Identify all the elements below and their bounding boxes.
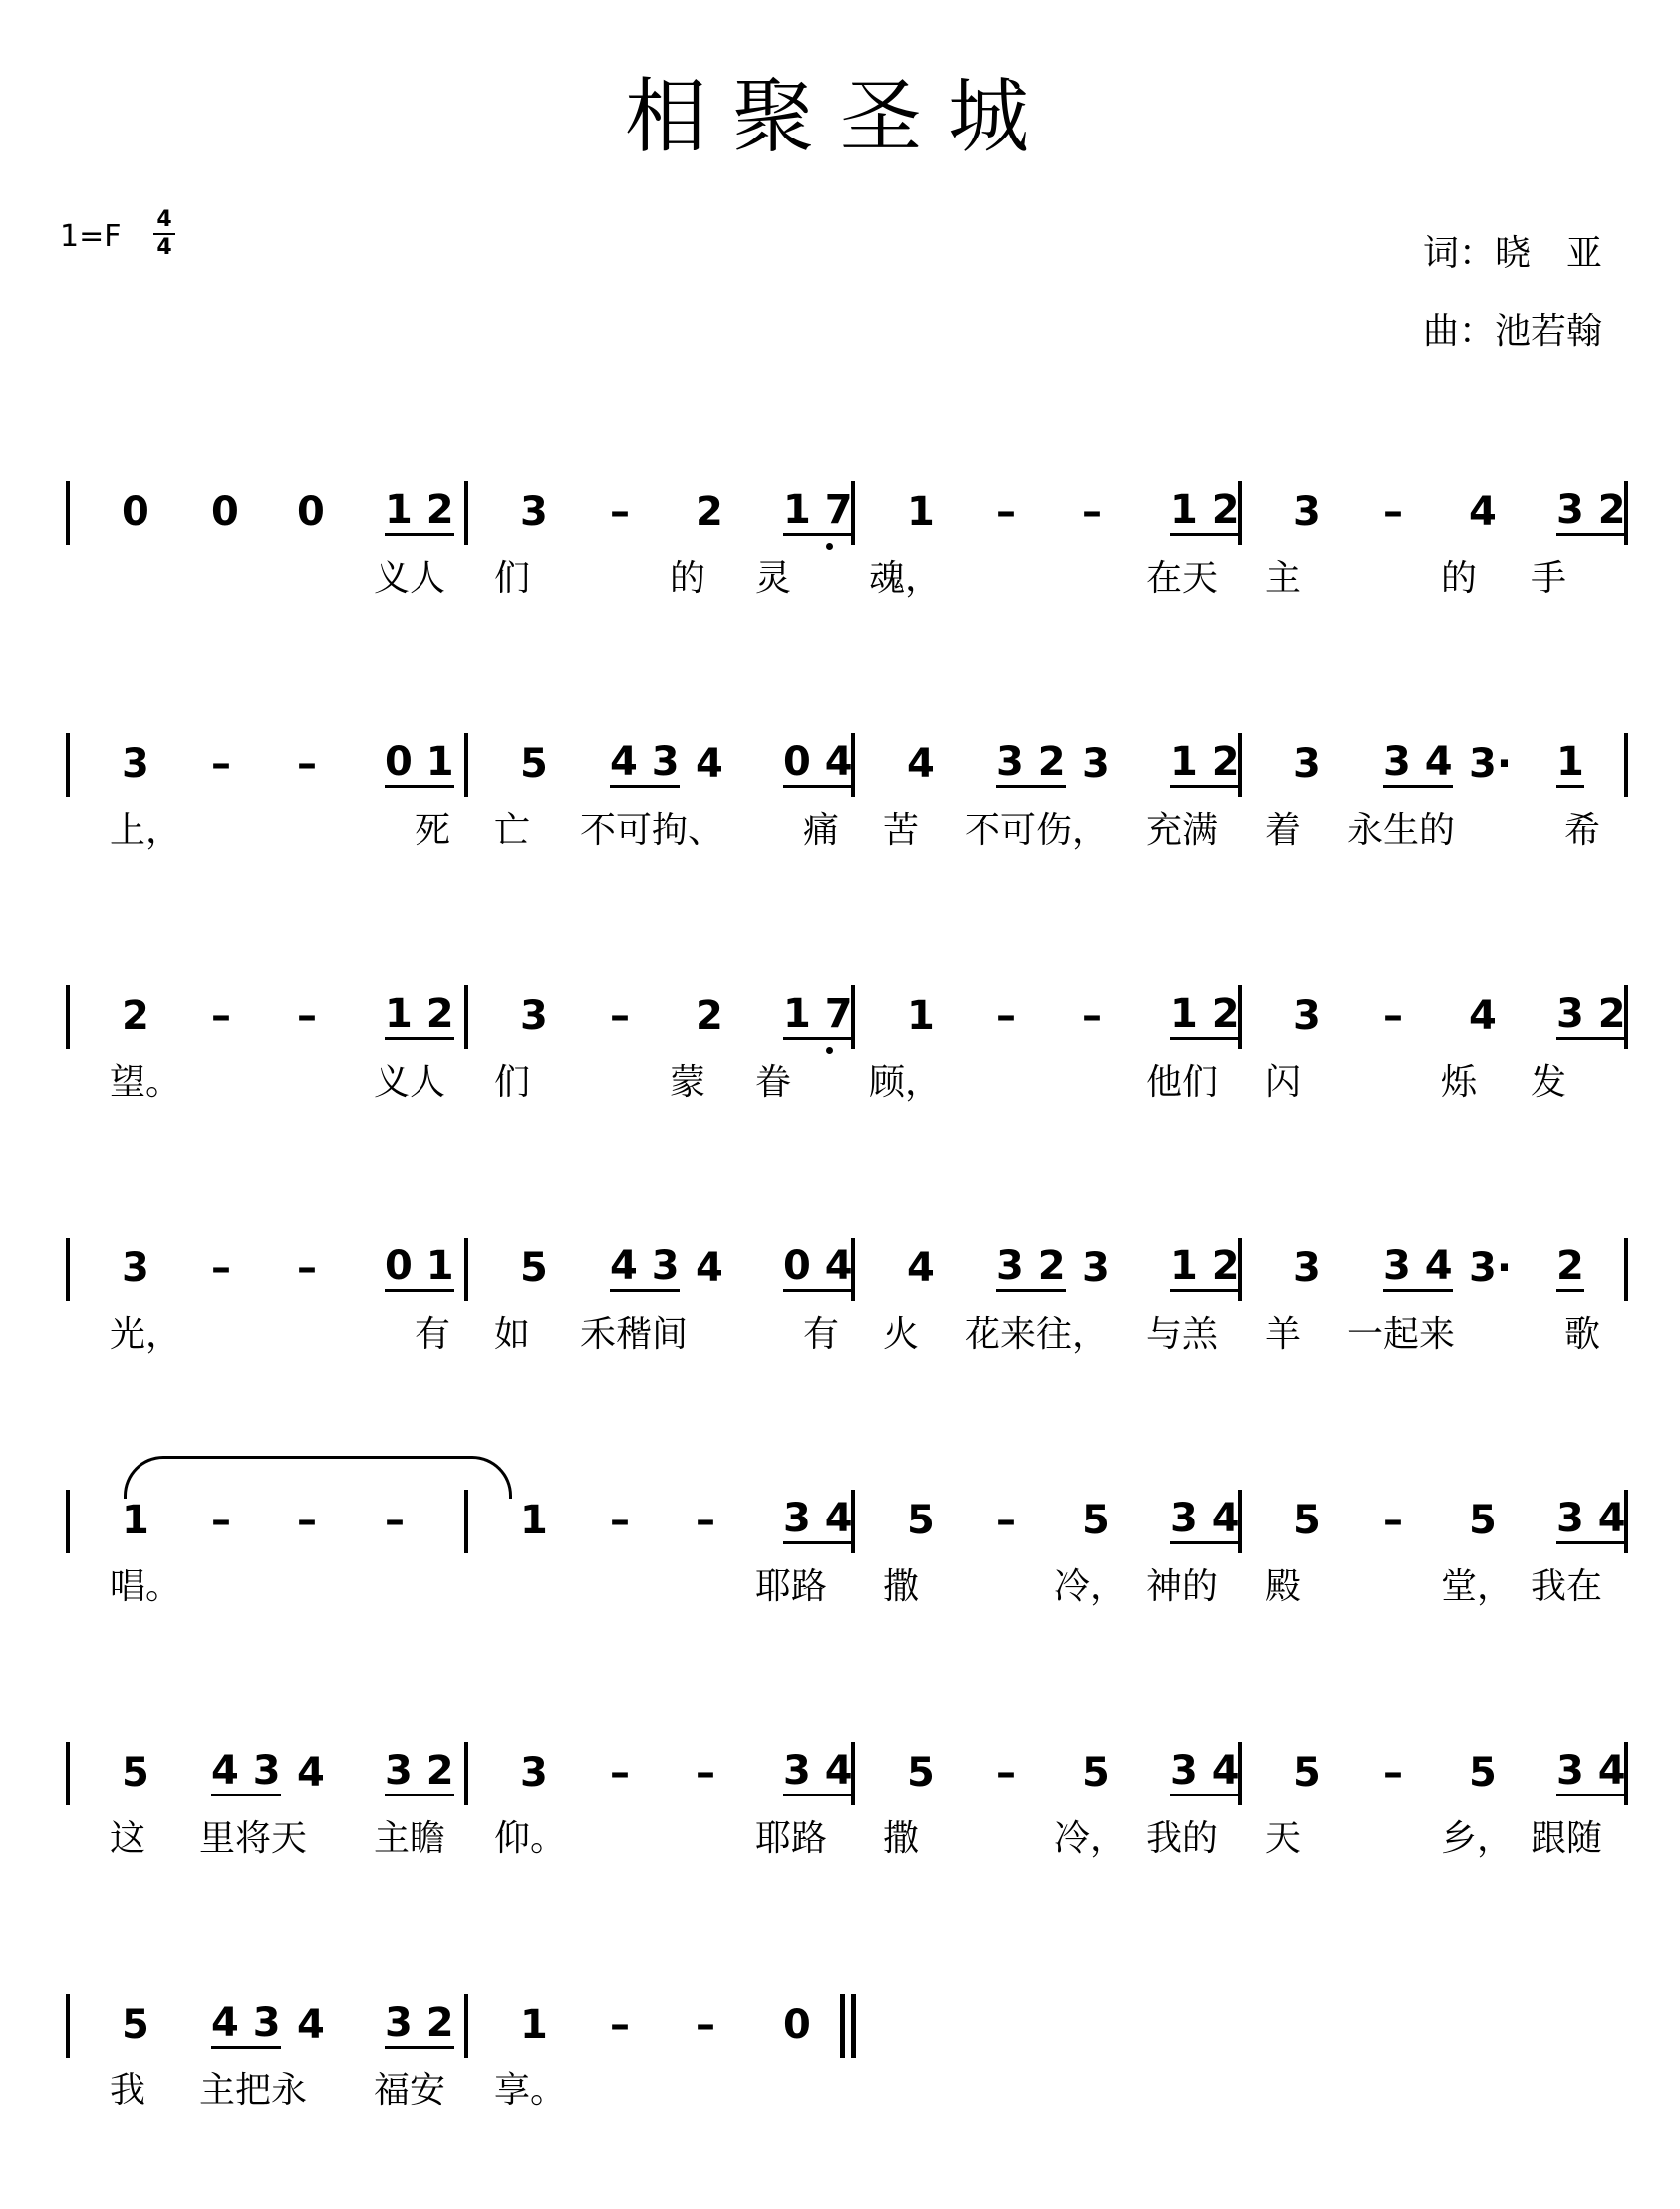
barline [66, 733, 70, 797]
note: 3· [1469, 1245, 1513, 1291]
lyric: 光， [110, 1314, 182, 1355]
lyric: 火 [883, 1314, 920, 1355]
lyric: 羊 [1265, 1314, 1302, 1355]
lyric: 充满 [1146, 810, 1219, 851]
note: 3 2 [1556, 487, 1626, 536]
note: 2 [122, 993, 149, 1039]
note: 4 3 [610, 1243, 680, 1292]
note: 3 4 [783, 1496, 853, 1544]
barline [66, 1490, 70, 1553]
note: 0 [783, 2002, 811, 2048]
lyric: 仰。 [494, 1818, 567, 1859]
lyric: 撒 [883, 1818, 920, 1859]
lyric: 发 [1531, 1062, 1567, 1103]
lyric: 希 [1564, 810, 1601, 851]
sustain-dash: – [610, 1498, 630, 1543]
barline [66, 1238, 70, 1301]
sustain-dash: – [297, 993, 317, 1039]
note: 3 [520, 489, 548, 535]
lyric: 这 [110, 1818, 146, 1859]
lyric: 不可拘、 [580, 810, 724, 851]
lyric: 们 [494, 558, 531, 599]
note: 4 [1469, 489, 1497, 535]
lyric: 着 [1265, 810, 1302, 851]
note: 3 4 [1556, 1496, 1626, 1544]
note: 5 [122, 1750, 149, 1795]
note: 0 1 [385, 739, 454, 788]
note: 3 2 [996, 1243, 1066, 1292]
note: 1 2 [1170, 991, 1240, 1040]
sustain-dash: – [996, 1498, 1016, 1543]
barline [464, 1238, 468, 1301]
note: 1 2 [385, 991, 454, 1040]
note: 4 [297, 1750, 325, 1795]
lyric: 我在 [1531, 1566, 1603, 1607]
lyric: 蒙 [670, 1062, 706, 1103]
barline [1624, 1238, 1628, 1301]
sustain-dash: – [996, 1750, 1016, 1795]
note: 0 [297, 489, 325, 535]
note: 0 [211, 489, 239, 535]
barline [464, 1994, 468, 2058]
lyric: 们 [494, 1062, 531, 1103]
note: 2 [696, 489, 723, 535]
note: 5 [1082, 1498, 1110, 1543]
lyric: 亡 [494, 810, 531, 851]
tie-arc [124, 1456, 512, 1499]
note: 3 [520, 1750, 548, 1795]
barline [464, 1742, 468, 1805]
lyric: 闪 [1265, 1062, 1302, 1103]
time-numerator: 4 [153, 207, 175, 235]
note: 3 [1082, 741, 1110, 787]
lyric: 撒 [883, 1566, 920, 1607]
barline [464, 733, 468, 797]
sustain-dash: – [1383, 1498, 1403, 1543]
note: 4 [696, 741, 723, 787]
note: 1 [520, 2002, 548, 2048]
note: 5 [1469, 1498, 1497, 1543]
barline [1624, 733, 1628, 797]
note: 3 [1293, 741, 1321, 787]
lyric: 痛 [803, 810, 840, 851]
note: 3 4 [1170, 1748, 1240, 1796]
lyric: 上， [110, 810, 182, 851]
lyric: 灵 [755, 558, 792, 599]
lyric: 如 [494, 1314, 531, 1355]
lyric: 义人 [374, 1062, 446, 1103]
final-barline [840, 1994, 845, 2058]
lyric: 里将天 [199, 1818, 308, 1859]
lyric: 一起来 [1347, 1314, 1456, 1355]
note: 2 [696, 993, 723, 1039]
sustain-dash: – [297, 1498, 317, 1543]
sustain-dash: – [996, 993, 1016, 1039]
note: 5 [1469, 1750, 1497, 1795]
sustain-dash: – [696, 1498, 715, 1543]
note: 3 2 [1556, 991, 1626, 1040]
lyric: 义人 [374, 558, 446, 599]
sustain-dash: – [996, 489, 1016, 535]
note: 2 [1556, 1243, 1584, 1292]
lyric: 有 [415, 1314, 451, 1355]
sustain-dash: – [1383, 1750, 1403, 1795]
lyric: 堂， [1441, 1566, 1514, 1607]
barline [66, 1994, 70, 2058]
note: 4 3 [211, 2000, 281, 2049]
sustain-dash: – [297, 741, 317, 787]
time-signature [153, 207, 175, 261]
barline [464, 481, 468, 545]
note: 3 4 [1170, 1496, 1240, 1544]
lyric: 魂， [869, 558, 942, 599]
note: 1 2 [1170, 1243, 1240, 1292]
sustain-dash: – [1383, 993, 1403, 1039]
lyric: 顾， [869, 1062, 942, 1103]
lyric: 耶路 [755, 1566, 828, 1607]
note: 3· [1469, 741, 1513, 787]
lyric: 冷， [1054, 1566, 1127, 1607]
sustain-dash: – [385, 1498, 405, 1543]
note: 0 [122, 489, 149, 535]
note: 5 [122, 2002, 149, 2048]
note: 1 2 [1170, 487, 1240, 536]
note: 3 4 [1383, 739, 1453, 788]
note: 1 [907, 489, 935, 535]
lyric: 天 [1265, 1818, 1302, 1859]
note: 3 [122, 741, 149, 787]
note: 3 2 [996, 739, 1066, 788]
lyric: 有 [803, 1314, 840, 1355]
lyric: 死 [415, 810, 451, 851]
sustain-dash: – [211, 1245, 231, 1291]
lyric: 手 [1531, 558, 1567, 599]
lyric: 与羔 [1146, 1314, 1219, 1355]
note: 3 [122, 1245, 149, 1291]
note: 3 4 [1383, 1243, 1453, 1292]
lyric: 主把永 [199, 2071, 308, 2111]
note: 5 [907, 1498, 935, 1543]
note: 3 [1293, 993, 1321, 1039]
note: 4 [696, 1245, 723, 1291]
lyric: 花来往， [965, 1314, 1109, 1355]
sustain-dash: – [1082, 489, 1102, 535]
note: 1 7 [783, 487, 853, 536]
lyric: 歌 [1564, 1314, 1601, 1355]
lyric: 主 [1265, 558, 1302, 599]
note: 1 2 [1170, 739, 1240, 788]
lyric: 的 [1441, 558, 1478, 599]
note: 5 [907, 1750, 935, 1795]
note: 3 [1082, 1245, 1110, 1291]
note: 4 [1469, 993, 1497, 1039]
lyric: 不可伤， [965, 810, 1109, 851]
lyric: 耶路 [755, 1818, 828, 1859]
lyric: 冷， [1054, 1818, 1127, 1859]
note: 1 [122, 1498, 149, 1543]
note: 0 4 [783, 1243, 853, 1292]
final-barline [851, 1994, 856, 2058]
note: 5 [1082, 1750, 1110, 1795]
credits [1423, 215, 1602, 371]
lyric: 烁 [1441, 1062, 1478, 1103]
sustain-dash: – [211, 741, 231, 787]
sustain-dash: – [211, 993, 231, 1039]
lyric: 殿 [1265, 1566, 1302, 1607]
note: 3 2 [385, 1748, 454, 1796]
note: 3 4 [1556, 1748, 1626, 1796]
sustain-dash: – [610, 1750, 630, 1795]
note: 3 4 [783, 1748, 853, 1796]
note: 0 1 [385, 1243, 454, 1292]
composer-credit: 曲：池若翰 [1422, 311, 1602, 352]
lyric: 望。 [110, 1062, 182, 1103]
key-signature: 1=F [60, 219, 122, 254]
note: 1 2 [385, 487, 454, 536]
barline [66, 1742, 70, 1805]
note: 0 4 [783, 739, 853, 788]
barline [66, 481, 70, 545]
lyric: 跟随 [1531, 1818, 1603, 1859]
lyric: 苦 [883, 810, 920, 851]
lyric: 主瞻 [374, 1818, 446, 1859]
barline [464, 985, 468, 1049]
note: 1 7 [783, 991, 853, 1040]
lyric: 福安 [374, 2071, 446, 2111]
low-octave-dot [826, 543, 833, 550]
note: 5 [1293, 1498, 1321, 1543]
lyric: 他们 [1146, 1062, 1219, 1103]
note: 5 [520, 741, 548, 787]
lyric: 我的 [1146, 1818, 1219, 1859]
lyric: 禾稭间 [580, 1314, 689, 1355]
sustain-dash: – [1383, 489, 1403, 535]
lyric: 乡， [1441, 1818, 1514, 1859]
note: 5 [1293, 1750, 1321, 1795]
sustain-dash: – [297, 1245, 317, 1291]
note: 4 [907, 741, 935, 787]
lyric: 我 [110, 2071, 146, 2111]
sustain-dash: – [1082, 993, 1102, 1039]
note: 3 [520, 993, 548, 1039]
note: 3 [1293, 489, 1321, 535]
page-title: 相聚圣城 [624, 70, 1055, 164]
low-octave-dot [826, 1047, 833, 1054]
sustain-dash: – [696, 1750, 715, 1795]
sustain-dash: – [610, 2002, 630, 2048]
lyric: 享。 [494, 2071, 567, 2111]
lyric: 眷 [755, 1062, 792, 1103]
note: 4 [907, 1245, 935, 1291]
barline [464, 1490, 468, 1553]
lyric: 的 [670, 558, 706, 599]
note: 4 3 [211, 1748, 281, 1796]
note: 1 [907, 993, 935, 1039]
sustain-dash: – [211, 1498, 231, 1543]
sustain-dash: – [696, 2002, 715, 2048]
lyric: 在天 [1146, 558, 1219, 599]
note: 1 [520, 1498, 548, 1543]
barline [66, 985, 70, 1049]
lyric: 唱。 [110, 1566, 182, 1607]
note: 3 [1293, 1245, 1321, 1291]
sustain-dash: – [610, 489, 630, 535]
time-denominator: 4 [156, 235, 172, 260]
lyric: 神的 [1146, 1566, 1219, 1607]
note: 4 [297, 2002, 325, 2048]
note: 1 [1556, 739, 1584, 788]
note: 3 2 [385, 2000, 454, 2049]
lyric: 永生的 [1347, 810, 1456, 851]
note: 5 [520, 1245, 548, 1291]
note: 4 3 [610, 739, 680, 788]
lyricist-credit: 词：晓 亚 [1422, 233, 1602, 274]
sustain-dash: – [610, 993, 630, 1039]
